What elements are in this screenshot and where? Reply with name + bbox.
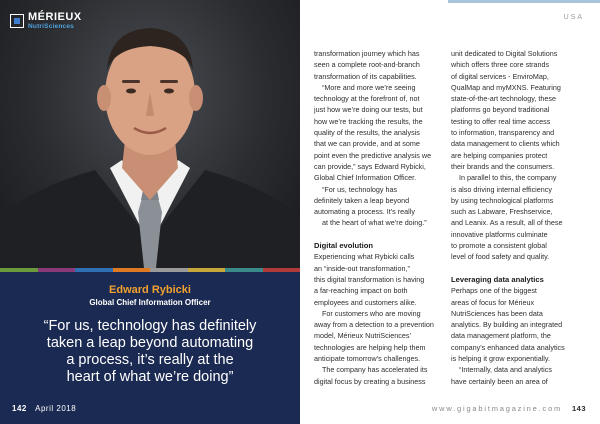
color-stripe-segment	[188, 268, 226, 272]
body-text-line: Global Chief Information Officer.	[314, 173, 417, 183]
body-text-line: how we’re tracking the results, the	[314, 116, 423, 126]
color-stripe	[0, 268, 300, 272]
body-text-line: analytics. By building an integrated	[451, 320, 563, 330]
body-text-line: areas of focus for Mérieux	[451, 297, 535, 307]
body-text-line: anticipate tomorrow’s challenges.	[314, 354, 421, 364]
pull-quote	[18, 318, 282, 386]
body-text-line: Experiencing what Rybicki calls	[314, 252, 415, 262]
body-text-line: by using technological platforms	[451, 195, 554, 205]
subhead-leveraging-data: Leveraging data analytics	[451, 274, 544, 284]
folio-left	[12, 404, 76, 413]
logo-main-text: MÉRIEUX	[28, 11, 82, 23]
body-text-line: transformation of its capabilities.	[314, 71, 417, 81]
top-rule	[448, 0, 600, 3]
portrait-photo	[0, 0, 300, 268]
body-text-line: “Internally, data and analytics	[451, 365, 552, 375]
body-text-line: definitely taken a leap beyond	[314, 195, 410, 205]
page-number-right: 143	[571, 404, 586, 413]
body-text-line: model, Mérieux NutriSciences’	[314, 331, 412, 341]
body-text-line: at the heart of what we’re doing.”	[314, 218, 427, 228]
text-column-1	[314, 48, 436, 387]
merieux-logo	[10, 12, 82, 31]
body-text-line: of digital services - EnviroMap,	[451, 71, 549, 81]
body-text-line: data management platform, the	[451, 331, 551, 341]
body-text-line: For customers who are moving	[314, 308, 421, 318]
folio-right	[432, 404, 586, 413]
caption-role: Global Chief Information Officer	[89, 298, 211, 307]
right-page	[300, 0, 600, 424]
color-stripe-segment	[38, 268, 76, 272]
logo-sub-text: NutriSciences	[28, 23, 74, 30]
body-text-line: seen a complete root-and-branch	[314, 60, 420, 70]
body-text-line: have certainly been an area of	[451, 376, 548, 386]
body-text-line: to promote a consistent global	[451, 241, 547, 251]
body-text-line: and Leanix. As a result, all of these	[451, 218, 563, 228]
body-text-line: testing to offer real time access	[451, 116, 551, 126]
body-text-line: technology at the forefront of, not	[314, 94, 420, 104]
body-text-line: just how we’re doing our tests, but	[314, 105, 423, 115]
caption-name: Edward Rybicki	[109, 284, 191, 296]
body-text-line: point even the predictive analysis we	[314, 150, 432, 160]
body-text-line: state-of-the-art technology, these	[451, 94, 556, 104]
body-text-line: The company has accelerated its	[314, 365, 428, 375]
body-text-line: technologies are helping help them	[314, 342, 426, 352]
body-text-line: can provide,” says Edward Rybicki,	[314, 161, 426, 171]
body-text-line: NutriSciences has been data	[451, 308, 543, 318]
body-text-line: their brands and the consumers.	[451, 161, 555, 171]
body-text-line: “For us, technology has	[314, 184, 398, 194]
body-text-line: company’s enhanced data analytics	[451, 342, 565, 352]
body-text-line: that we can provide, and at some	[314, 139, 420, 149]
body-text-line: platforms go beyond traditional	[451, 105, 550, 115]
color-stripe-segment	[225, 268, 263, 272]
body-text-line: automating a process. It’s really	[314, 207, 415, 217]
body-text-line: such as Labware, Freshservice,	[451, 207, 553, 217]
body-text-line: are helping companies protect	[451, 150, 548, 160]
body-text-line: a far-reaching impact on both	[314, 286, 408, 296]
logo-mark-icon	[10, 14, 24, 28]
body-text-line: data management to clients which	[451, 139, 560, 149]
body-text-line: In parallel to this, the company	[451, 173, 557, 183]
pull-quote-line: a process, it’s really at the	[66, 352, 234, 368]
issue-date: April 2018	[35, 404, 77, 413]
page-number-left: 142	[12, 404, 27, 413]
color-stripe-segment	[113, 268, 151, 272]
pull-quote-line: heart of what we’re doing”	[66, 369, 234, 385]
color-stripe-segment	[150, 268, 188, 272]
body-text-line: an “inside-out transformation,”	[314, 263, 410, 273]
body-text-line: digital focus by creating a business	[314, 376, 426, 386]
color-stripe-segment	[75, 268, 113, 272]
body-text-line: level of food safety and quality.	[451, 252, 550, 262]
website-url: www.gigabitmagazine.com	[431, 404, 563, 413]
body-text-line: employees and customers alike.	[314, 297, 417, 307]
body-text-line: QualMap and myMXNS. Featuring	[451, 82, 561, 92]
body-text-line: transformation journey which has	[314, 49, 420, 58]
text-column-2	[451, 48, 573, 387]
body-text-line: which offers three core strands	[451, 60, 550, 70]
subhead-digital-evolution: Digital evolution	[314, 241, 374, 251]
body-text-line: is helping it grow exponentially.	[451, 354, 550, 364]
body-text-line: “More and more we’re seeing	[314, 82, 416, 92]
body-text-line: is also driving internal efficiency	[451, 184, 552, 194]
pull-quote-line: taken a leap beyond automating	[46, 335, 254, 351]
body-text-line: to information, transparency and	[451, 128, 555, 138]
portrait-illustration	[0, 0, 300, 268]
body-text-line: quality of the results, the analysis	[314, 128, 420, 138]
color-stripe-segment	[263, 268, 301, 272]
section-label: USA	[563, 14, 584, 21]
color-stripe-segment	[0, 268, 38, 272]
pull-quote-line: “For us, technology has definitely	[43, 318, 257, 334]
body-text-line: away from a detection to a prevention	[314, 320, 434, 330]
body-text-line: innovative platforms culminate	[451, 229, 548, 239]
body-text-line: this digital transformation is having	[314, 274, 425, 284]
body-text-line: unit dedicated to Digital Solutions	[451, 49, 558, 58]
body-text-line: Perhaps one of the biggest	[451, 286, 537, 296]
